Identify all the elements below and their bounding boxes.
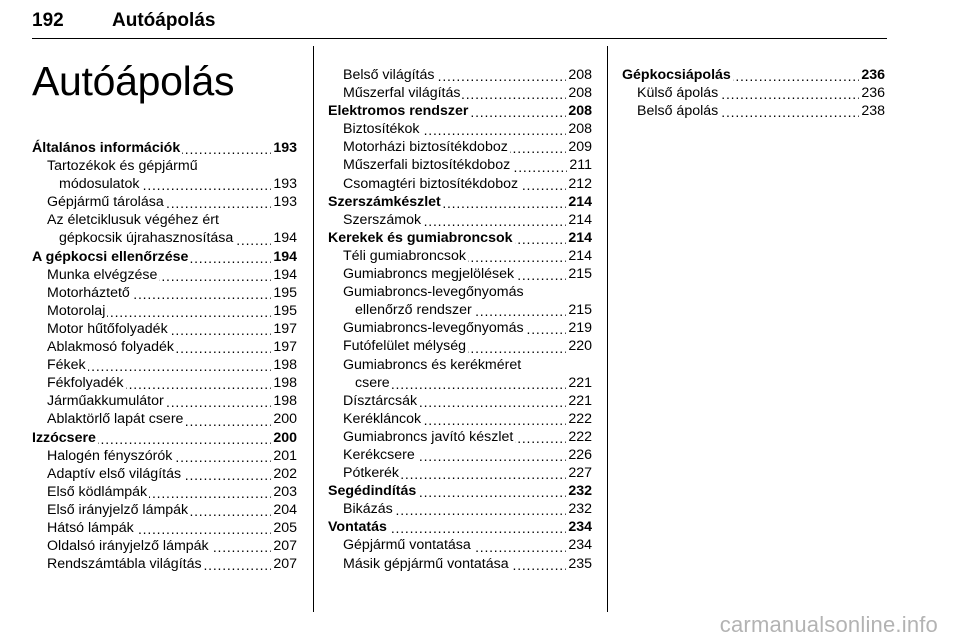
toc-column-3: [622, 66, 885, 120]
toc-entry-title: Dísztárcsák: [343, 392, 418, 409]
toc-entry[interactable]: [328, 356, 592, 374]
dot-leader: [126, 379, 272, 389]
toc-entry-title: Járműakkumulátor: [47, 393, 164, 410]
toc-page-number: 205: [273, 519, 297, 536]
toc-entry-title: Tartozékok és gépjármű: [47, 158, 198, 175]
toc-entry[interactable]: [622, 84, 885, 102]
toc-entry[interactable]: [328, 120, 592, 138]
dot-leader: [474, 306, 567, 316]
dot-leader: [176, 343, 271, 353]
toc-entry[interactable]: [32, 374, 297, 392]
toc-entry[interactable]: [32, 519, 297, 537]
dot-leader: [392, 379, 567, 389]
toc-page-number: 208: [568, 85, 592, 102]
toc-page-number: 214: [568, 211, 592, 228]
toc-page-number: 201: [273, 447, 297, 464]
dot-leader: [419, 397, 566, 407]
dot-leader: [211, 542, 272, 552]
dot-leader: [526, 324, 567, 334]
toc-section-entry[interactable]: [328, 518, 592, 536]
dot-leader: [468, 252, 566, 262]
toc-page-number: 194: [273, 230, 297, 247]
toc-entry[interactable]: [328, 66, 592, 84]
toc-entry[interactable]: [32, 356, 297, 374]
toc-entry[interactable]: [32, 193, 297, 211]
toc-entry-title: Gumiabroncs-levegőnyomás: [343, 284, 524, 301]
toc-entry-title: Rendszámtábla világítás: [47, 556, 202, 573]
toc-entry[interactable]: [328, 84, 592, 102]
column-divider: [607, 46, 608, 612]
toc-page-number: 207: [273, 538, 297, 555]
toc-entry[interactable]: [32, 320, 297, 338]
toc-entry[interactable]: [328, 301, 592, 319]
dot-leader: [88, 361, 272, 371]
toc-entry[interactable]: [328, 555, 592, 573]
toc-page-number: 227: [568, 465, 592, 482]
toc-entry-title: Csomagtéri biztosítékdoboz: [343, 175, 519, 192]
dot-leader: [170, 325, 272, 335]
toc-entry-title: Elektromos rendszer: [328, 103, 469, 120]
dot-leader: [436, 71, 566, 81]
toc-page-number: 212: [568, 175, 592, 192]
toc-entry[interactable]: [328, 446, 592, 464]
dot-leader: [389, 523, 566, 533]
toc-page-number: 234: [568, 537, 592, 554]
toc-page-number: 220: [568, 338, 592, 355]
toc-entry[interactable]: [32, 537, 297, 555]
toc-page-number: 197: [273, 339, 297, 356]
toc-entry-title: A gépkocsi ellenőrzése: [32, 248, 189, 265]
toc-entry[interactable]: [32, 211, 297, 229]
toc-page-number: 232: [568, 483, 592, 500]
toc-entry-title: Segédindítás: [328, 483, 417, 500]
toc-page-number: 221: [568, 374, 592, 391]
toc-entry-title: módosulatok: [59, 176, 140, 193]
toc-page-number: 234: [568, 519, 592, 536]
toc-entry-title: Gumiabroncs-levegőnyomás: [343, 320, 524, 337]
toc-section-entry[interactable]: [32, 139, 297, 157]
dot-leader: [136, 524, 272, 534]
dot-leader: [159, 271, 271, 281]
toc-page-number: 215: [568, 302, 592, 319]
toc-entry[interactable]: [328, 464, 592, 482]
toc-page-number: 215: [568, 266, 592, 283]
toc-entry-title: Oldalsó irányjelző lámpák: [47, 538, 209, 555]
toc-page-number: 195: [273, 302, 297, 319]
toc-entry-title: Motor hűtőfolyadék: [47, 320, 168, 337]
toc-entry-title: Szerszámkészlet: [328, 193, 441, 210]
toc-entry-title: Kerekek és gumiabroncsok: [328, 229, 513, 246]
toc-section-entry[interactable]: [328, 482, 592, 500]
toc-entry-title: Gépkocsiápolás: [622, 67, 731, 83]
toc-entry[interactable]: [328, 337, 592, 355]
toc-entry[interactable]: [32, 284, 297, 302]
toc-entry-title: Kerékcsere: [343, 446, 415, 463]
toc-page-number: 214: [568, 247, 592, 264]
toc-entry-title: Gumiabroncs megjelölések: [343, 266, 515, 283]
toc-page-number: 232: [568, 501, 592, 518]
toc-page-number: 208: [568, 103, 592, 120]
toc-entry-title: Motorháztető: [47, 284, 130, 301]
toc-page-number: 197: [273, 320, 297, 337]
dot-leader: [510, 143, 567, 153]
toc-page-number: 226: [568, 446, 592, 463]
toc-entry[interactable]: [32, 302, 297, 320]
toc-entry[interactable]: [32, 229, 297, 247]
toc-entry-title: Gumiabroncs javító készlet: [343, 428, 514, 445]
toc-page-number: 194: [273, 266, 297, 283]
toc-entry[interactable]: [32, 338, 297, 356]
dot-leader: [98, 434, 271, 444]
toc-entry-title: Külső ápolás: [637, 85, 719, 102]
toc-page-number: 208: [568, 67, 592, 83]
toc-page-number: 221: [568, 392, 592, 409]
toc-page-number: 203: [273, 483, 297, 500]
toc-entry-title: Az életciklusuk végéhez ért: [47, 212, 219, 229]
dot-leader: [182, 144, 271, 154]
toc-entry[interactable]: [32, 410, 297, 428]
dot-leader: [520, 180, 566, 190]
dot-leader: [190, 253, 271, 263]
toc-entry[interactable]: [328, 319, 592, 337]
dot-leader: [132, 289, 272, 299]
dot-leader: [149, 488, 271, 498]
toc-entry[interactable]: [328, 211, 592, 229]
toc-page-number: 211: [569, 157, 592, 174]
toc-entry[interactable]: [32, 266, 297, 284]
toc-entry-title: Izzócsere: [32, 429, 96, 446]
toc-entry-title: Motorházi biztosítékdoboz: [343, 139, 508, 156]
toc-section-entry[interactable]: [328, 193, 592, 211]
running-title: Autóápolás: [112, 10, 216, 31]
toc-page-number: 214: [568, 229, 592, 246]
dot-leader: [422, 125, 567, 135]
toc-entry[interactable]: [32, 175, 297, 193]
dot-leader: [166, 198, 272, 208]
toc-page-number: 238: [861, 103, 885, 120]
column-divider: [313, 46, 314, 612]
toc-entry-title: Első irányjelző lámpák: [47, 501, 189, 518]
toc-entry[interactable]: [328, 410, 592, 428]
toc-entry[interactable]: [328, 536, 592, 554]
toc-entry-title: Gépjármű vontatása: [343, 537, 471, 554]
watermark: carmanualsonline.info: [719, 612, 938, 637]
toc-page-number: 202: [273, 465, 297, 482]
toc-entry-title: Téli gumiabroncsok: [343, 247, 467, 264]
toc-entry-title: csere: [355, 374, 390, 391]
toc-section-entry[interactable]: [32, 429, 297, 447]
dot-leader: [418, 487, 566, 497]
toc-entry[interactable]: [32, 555, 297, 573]
toc-section-entry[interactable]: [32, 248, 297, 266]
dot-leader: [417, 451, 567, 461]
dot-leader: [470, 107, 566, 117]
dot-leader: [423, 415, 566, 425]
dot-leader: [512, 162, 567, 172]
dot-leader: [395, 505, 567, 515]
toc-entry-title: Fékfolyadék: [47, 375, 124, 392]
toc-entry[interactable]: [32, 501, 297, 519]
dot-leader: [720, 107, 859, 117]
toc-entry[interactable]: [32, 157, 297, 175]
toc-entry-title: Másik gépjármű vontatása: [343, 555, 509, 572]
toc-page-number: 198: [273, 393, 297, 410]
toc-page-number: 209: [568, 139, 592, 156]
toc-column-1: [32, 139, 297, 573]
toc-entry-title: Műszerfal világítás: [343, 85, 461, 102]
toc-page-number: 200: [273, 429, 297, 446]
toc-entry-title: Munka elvégzése: [47, 266, 158, 283]
toc-page-number: 193: [273, 194, 297, 211]
toc-entry-title: gépkocsik újrahasznosítása: [59, 230, 234, 247]
page-number: 192: [32, 10, 64, 31]
toc-entry-title: Kerékláncok: [343, 410, 422, 427]
dot-leader: [443, 198, 567, 208]
toc-entry-title: Futófelület mélység: [343, 338, 467, 355]
dot-leader: [515, 433, 566, 443]
toc-entry[interactable]: [328, 392, 592, 410]
toc-page-number: 236: [861, 85, 885, 102]
toc-page-number: 193: [273, 140, 297, 156]
toc-page-number: 208: [568, 121, 592, 138]
toc-section-entry[interactable]: [328, 102, 592, 120]
dot-leader: [107, 307, 271, 317]
toc-entry[interactable]: [328, 428, 592, 446]
dot-leader: [423, 216, 566, 226]
dot-leader: [235, 235, 271, 245]
toc-entry[interactable]: [328, 247, 592, 265]
toc-page-number: 219: [568, 320, 592, 337]
toc-entry[interactable]: [328, 175, 592, 193]
toc-page-number: 235: [568, 555, 592, 572]
toc-entry-title: Gépjármű tárolása: [47, 194, 164, 211]
toc-entry[interactable]: [32, 447, 297, 465]
dot-leader: [473, 542, 567, 552]
dot-leader: [511, 560, 567, 570]
toc-page-number: 222: [568, 428, 592, 445]
toc-entry[interactable]: [328, 138, 592, 156]
dot-leader: [401, 469, 566, 479]
toc-entry[interactable]: [32, 465, 297, 483]
dot-leader: [190, 506, 271, 516]
toc-entry-title: Belső ápolás: [637, 103, 719, 120]
toc-entry-title: Adaptív első világítás: [47, 465, 182, 482]
toc-page-number: 195: [273, 284, 297, 301]
dot-leader: [516, 270, 566, 280]
toc-entry[interactable]: [328, 283, 592, 301]
toc-entry-title: Halogén fényszórók: [47, 447, 173, 464]
toc-page-number: 194: [273, 248, 297, 265]
toc-page-number: 236: [861, 67, 885, 83]
toc-entry-title: Belső világítás: [343, 67, 435, 83]
toc-entry-title: Hátsó lámpák: [47, 519, 134, 536]
dot-leader: [141, 180, 271, 190]
toc-page-number: 193: [273, 176, 297, 193]
toc-entry-title: Ablaktörlő lapát csere: [47, 411, 184, 428]
dot-leader: [174, 452, 271, 462]
toc-entry-title: Pótkerék: [343, 465, 399, 482]
toc-entry-title: Biztosítékok: [343, 121, 420, 138]
dot-leader: [515, 234, 567, 244]
dot-leader: [733, 71, 860, 81]
toc-entry-title: Ablakmosó folyadék: [47, 339, 174, 356]
dot-leader: [204, 560, 272, 570]
toc-entry-title: ellenőrző rendszer: [355, 302, 472, 319]
toc-page-number: 222: [568, 410, 592, 427]
toc-page-number: 200: [273, 411, 297, 428]
toc-section-entry[interactable]: [622, 66, 885, 84]
toc-page-number: 214: [568, 193, 592, 210]
toc-entry-title: Bikázás: [343, 501, 393, 518]
toc-entry[interactable]: [32, 392, 297, 410]
toc-entry[interactable]: [328, 500, 592, 518]
dot-leader: [166, 397, 272, 407]
toc-entry-title: Vontatás: [328, 519, 387, 536]
toc-entry-title: Általános információk: [32, 140, 181, 156]
toc-entry[interactable]: [328, 156, 592, 174]
toc-page-number: 207: [273, 556, 297, 573]
toc-entry-title: Műszerfali biztosítékdoboz: [343, 157, 511, 174]
toc-entry[interactable]: [328, 265, 592, 283]
dot-leader: [462, 89, 566, 99]
dot-leader: [720, 89, 859, 99]
toc-entry-title: Motorolaj: [47, 302, 106, 319]
page-title: Autóápolás: [32, 58, 235, 104]
toc-page-number: 204: [273, 501, 297, 518]
toc-entry[interactable]: [328, 374, 592, 392]
toc-entry-title: Szerszámok: [343, 211, 422, 228]
dot-leader: [183, 470, 271, 480]
toc-entry[interactable]: [32, 483, 297, 501]
toc-entry-title: Fékek: [47, 357, 86, 374]
dot-leader: [185, 416, 271, 426]
toc-section-entry[interactable]: [328, 229, 592, 247]
toc-entry[interactable]: [622, 102, 885, 120]
page-header: [32, 8, 887, 39]
toc-page-number: 198: [273, 375, 297, 392]
dot-leader: [468, 343, 566, 353]
toc-column-2: [328, 66, 592, 573]
toc-entry-title: Első ködlámpák: [47, 483, 148, 500]
toc-entry-title: Gumiabroncs és kerékméret: [343, 356, 522, 373]
toc-page-number: 198: [273, 357, 297, 374]
